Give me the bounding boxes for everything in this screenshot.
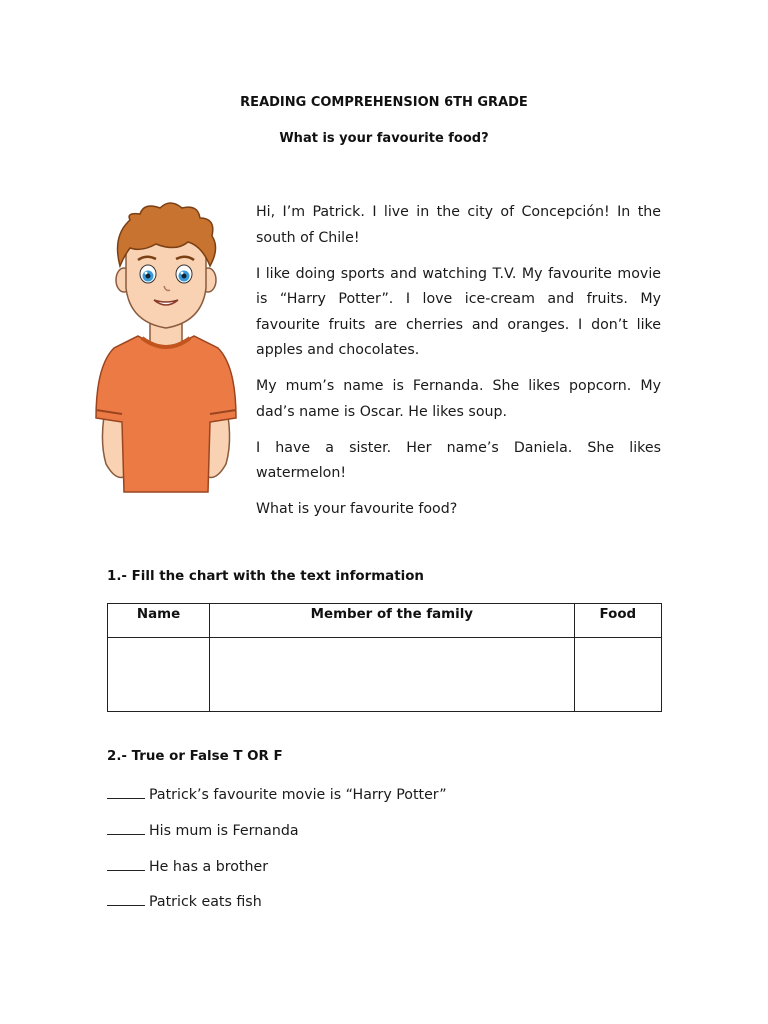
exercise-2-heading: 2.- True or False T OR F <box>107 749 283 764</box>
page-title: READING COMPREHENSION 6TH GRADE <box>240 95 528 110</box>
story-paragraph: I have a sister. Her name’s Daniela. She likes watermelon! <box>256 439 661 481</box>
answer-blank[interactable] <box>107 891 145 906</box>
true-false-item <box>107 891 262 910</box>
column-header-food: Food <box>574 604 661 638</box>
family-food-chart <box>107 603 662 712</box>
statement-text: Patrick’s favourite movie is “Harry Potter” <box>149 787 447 803</box>
answer-blank[interactable] <box>107 856 145 871</box>
answer-cell-food[interactable] <box>574 638 661 712</box>
page-subtitle: What is your favourite food? <box>279 131 489 146</box>
answer-blank[interactable] <box>107 820 145 835</box>
story-question: What is your favourite food? <box>256 501 458 517</box>
column-header-member: Member of the family <box>210 604 575 638</box>
statement-text: His mum is Fernanda <box>149 823 299 839</box>
column-header-name: Name <box>108 604 210 638</box>
answer-cell-name[interactable] <box>108 638 210 712</box>
true-false-item <box>107 820 299 839</box>
story-paragraph: I like doing sports and watching T.V. My favourite movie is “Harry Potter”. I love ice-cream and fruits. My favourite fruits are cherries and oranges. I don’t like apples and chocolates. <box>256 265 661 358</box>
statement-text: Patrick eats fish <box>149 894 262 910</box>
answer-blank[interactable] <box>107 784 145 799</box>
boy-illustration <box>86 196 246 496</box>
chart-answer-row <box>108 638 662 712</box>
story-paragraph: My mum’s name is Fernanda. She likes popcorn. My dad’s name is Oscar. He likes soup. <box>256 378 661 420</box>
true-false-item <box>107 856 268 875</box>
exercise-1-heading: 1.- Fill the chart with the text information <box>107 569 424 584</box>
answer-cell-member[interactable] <box>210 638 575 712</box>
chart-header-row <box>108 604 662 638</box>
true-false-item <box>107 784 447 803</box>
story-paragraph: Hi, I’m Patrick. I live in the city of Concepción! In the south of Chile! <box>256 204 661 246</box>
statement-text: He has a brother <box>149 859 269 875</box>
story-text <box>256 200 661 533</box>
